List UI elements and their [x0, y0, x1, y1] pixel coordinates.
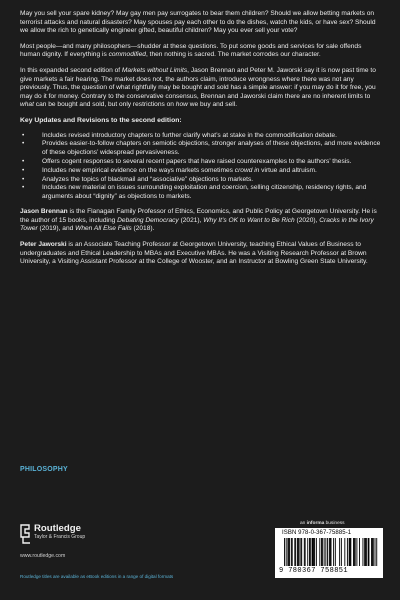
- list-item: • Includes new empirical evidence on the ways markets sometimes crowd in virtue and altruism.: [20, 167, 382, 175]
- publisher-name: Routledge: [34, 523, 81, 534]
- isbn-barcode: [275, 528, 383, 578]
- isbn-number: ISBN 978-0-367-75885-1: [282, 530, 352, 536]
- back-cover-text: [20, 10, 382, 274]
- intro-paragraph-2: Most people—and many philosophers—shudder at these questions. To put some goods and services for sale offends human dignity. If everything is commodified, then nothing is sacred. The market corrodes our character.: [20, 42, 362, 59]
- list-item: • Includes new material on issues surrounding exploitation and coercion, selling citizenship, residency rights, and arguments about “dignity” as objections to markets.: [20, 184, 382, 201]
- publisher-website: www.routledge.com: [20, 553, 66, 559]
- author-bio-jaworski: Peter Jaworski is an Associate Teaching Professor at Georgetown University, teaching Ethical Values of Business to undergraduates and Ethical Leadership to MBAs and Executive MBAs. He was a Visiting Research Professor at Brown University, a Visiting Assistant Professor at the College of Wooster, and an Instructor at Bowling Green State University.: [20, 241, 368, 266]
- intro-paragraph-3: In this expanded second edition of Markets without Limits, Jason Brennan and Peter M. Jaworski say it is now past time to give markets a fair hearing. The market does not, the authors claim, introduce wrongness where there was not any previously. Thus, the question of what rightfully may be bought and sold has a simple answer: if you may do it for free, you may do it for money. Contrary to the conservative consensus, Brennan and Jaworski claim there are no inherent limits to what can be bought and sold, but only restrictions on how we buy and sell.: [20, 66, 376, 109]
- publisher-group: Taylor & Francis Group: [34, 534, 86, 540]
- list-item: • Includes revised introductory chapters to further clarify what’s at stake in the commodification debate.: [20, 132, 382, 140]
- barcode-digits: 9 780367 758851: [279, 567, 349, 575]
- updates-heading: Key Updates and Revisions to the second edition:: [20, 116, 182, 124]
- barcode-bars: [284, 538, 378, 566]
- routledge-logo-icon: [20, 524, 31, 544]
- ebook-note: Routledge titles are available as eBook editions in a range of digital formats: [20, 574, 174, 579]
- subject-category: PHILOSOPHY: [20, 466, 68, 473]
- list-item: • Provides easier-to-follow chapters on semiotic objections, stronger analyses of these objections, and more evidence of these objections’ widespread pervasiveness.: [20, 140, 382, 157]
- intro-questions: May you sell your spare kidney? May gay men pay surrogates to bear them children? Should we allow betting markets on terrorist attacks and natural disasters? May spouses pay each other to do the dishes, watch the kids, or have sex? Should we allow the rich to genetically engineer gifted, beautiful children? May you ever sell your vote?: [20, 10, 376, 35]
- list-item: • Offers cogent responses to several recent papers that have raised counterexamples to the authors’ thesis.: [20, 158, 382, 166]
- informa-business-tag: an informa business: [300, 521, 345, 526]
- updates-list: [20, 132, 382, 202]
- list-item: • Analyzes the topics of blackmail and “associative” objections to markets.: [20, 176, 382, 184]
- publisher-logo: [20, 523, 85, 544]
- author-bio-brennan: Jason Brennan is the Flanagan Family Professor of Ethics, Economics, and Public Policy at Georgetown University. He is the author of 15 books, including Debating Democracy (2021), Why It’s OK to Want to Be Rich (2020), Cracks in the Ivory Tower (2019), and When All Else Fails (2018).: [20, 208, 377, 233]
